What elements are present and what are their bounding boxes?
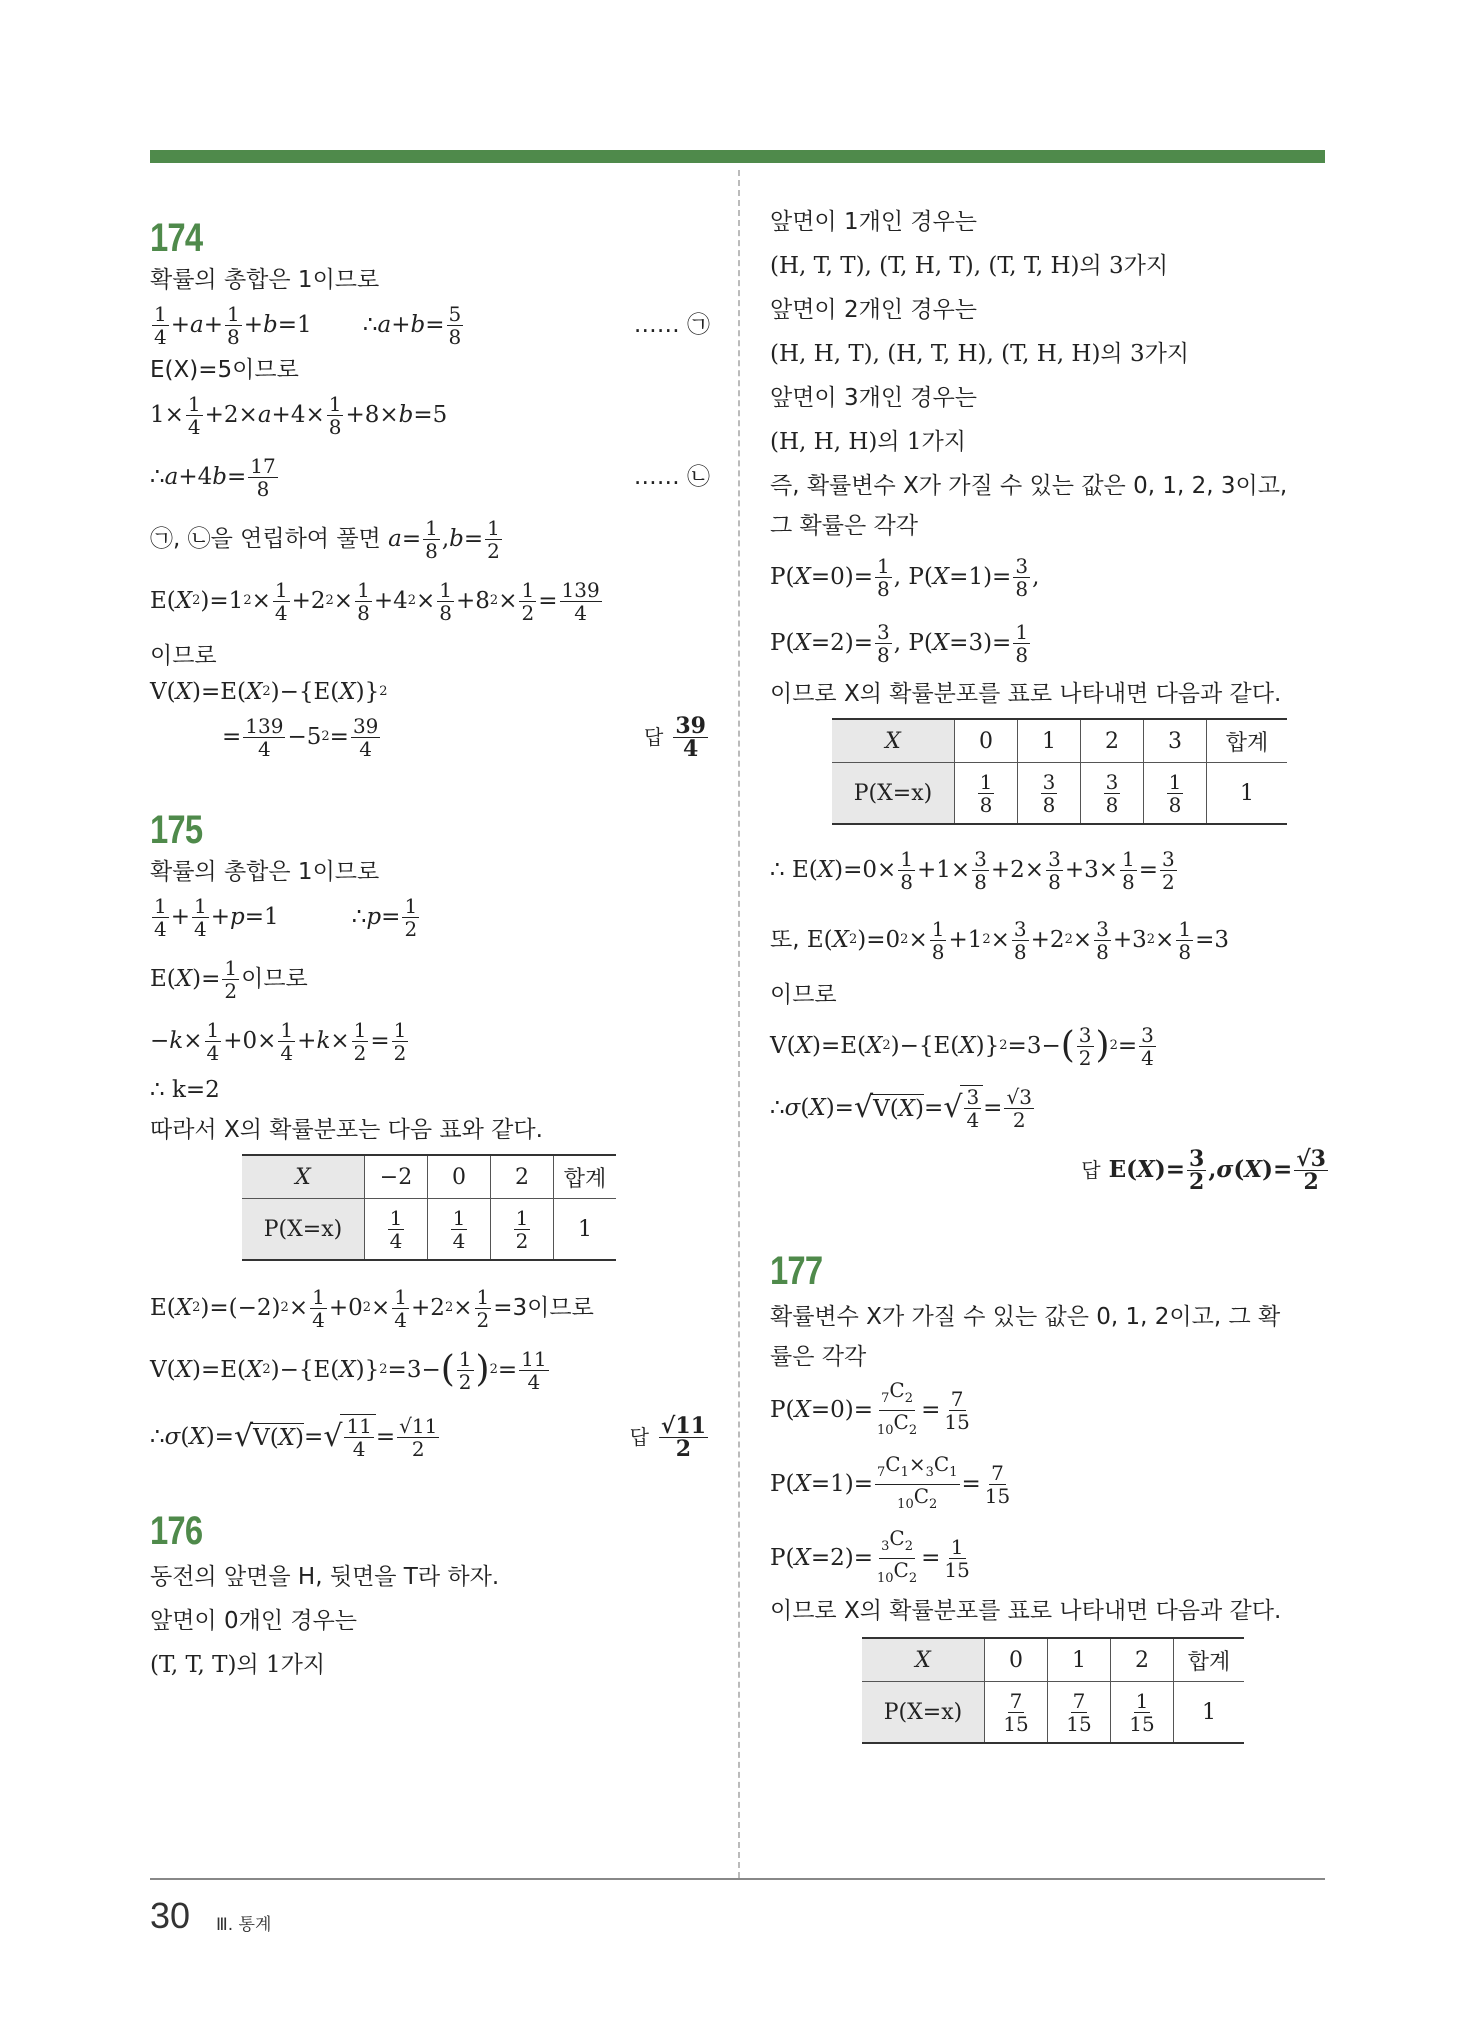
p174-line-6: ㉠, ㉡을 연립하여 풀면 a = $\frac{1}{8}$ , b = $\frac{1}{2}$: [150, 515, 500, 563]
p176-line-2: 앞면이 0개인 경우는: [150, 1608, 357, 1634]
p176-line-1: 동전의 앞면을 H, 뒷면을 T라 하자.: [150, 1564, 500, 1590]
p176-answer: 답 E( X )= $\frac{3}{2}$ , σ ( X )= $\frac{√3}{2}$: [1081, 1145, 1326, 1195]
p176-right-2: (H, T, T), (T, H, T), (T, T, H)의 3가지: [770, 253, 1169, 279]
p174-line-2: $\frac{1}{4}$ + a + $\frac{1}{8}$ + b =1 ∴ a + b = $\frac{5}{8}$ …… ㉠: [154, 301, 710, 349]
p175-line-2: $\frac{1}{4}$ + $\frac{1}{4}$ + p =1 ∴ p = $\frac{1}{2}$: [154, 893, 418, 941]
section-label: Ⅲ. 통계: [216, 1915, 272, 1935]
p177-line-4: P( X =1)= $\frac{_7C_1\times_3C_1}{_{10}C_2}$ = $\frac{7}{15}$: [770, 1451, 1011, 1512]
p175-table-wrap: [150, 1154, 710, 1261]
p176-right-15: V( X )=E( X 2 )−{E( X )} 2 =3− ( $\frac{3}{2}$ ) 2 = $\frac{3}{4}$: [770, 1022, 1154, 1070]
top-green-bar: [150, 150, 1325, 163]
p175-line-3: E( X )= $\frac{1}{2}$ 이므로: [150, 955, 308, 1003]
p174-line-8: 이므로: [150, 643, 217, 669]
p176-right-4: (H, H, T), (H, T, H), (T, H, H)의 3가지: [770, 341, 1190, 367]
p177-line-3: P( X =0)= $\frac{_7C_2}{_{10}C_2}$ = $\frac{7}{15}$: [770, 1377, 970, 1438]
p176-right-17: [770, 1139, 1330, 1201]
p176-table-wrap: [770, 718, 1330, 825]
p176-right-1: 앞면이 1개인 경우는: [770, 209, 977, 235]
p175-line-5: ∴ k=2: [150, 1077, 220, 1103]
p176-right-3: 앞면이 2개인 경우는: [770, 297, 977, 323]
p177-line-1: 확률변수 X가 가질 수 있는 값은 0, 1, 2이고, 그 확: [770, 1304, 1281, 1330]
p176-right-12: ∴ E( X )=0× $\frac{1}{8}$ +1× $\frac{3}{8}$ +2× $\frac{3}{8}$ +3× $\frac{1}{8}$ = $\frac{3}{2}$: [770, 846, 1175, 894]
p176-distribution-table: X 0 1 2 3 합계 P(X=x) $\frac{1}{8}$ $\frac{3}{8}$ $\frac{3}{8}$ $\frac{1}{8}$ 1: [832, 718, 1287, 825]
p177-line-2: 률은 각각: [770, 1344, 867, 1370]
problem-number-174: 174: [150, 216, 203, 260]
p175-line-8: V( X )=E( X 2 )−{E( X )} 2 =3− ( $\frac{1}{2}$ ) 2 = $\frac{11}{4}$: [150, 1346, 547, 1394]
column-divider: [738, 170, 740, 1878]
p176-right-6: (H, H, H)의 1가지: [770, 429, 966, 455]
p175-line-9: ∴ σ ( X )= √ V( X ) = √ $\frac{11}{4}$ = $\frac{√11}{2}$ 답 $\frac{√11}{2}$: [150, 1401, 710, 1473]
right-column: [770, 208, 1330, 1748]
p177-distribution-table: X 0 1 2 합계 P(X=x) $\frac{7}{15}$ $\frac{7}{15}$ $\frac{1}{15}$ 1: [862, 1637, 1244, 1744]
p177-line-6: 이므로 X의 확률분포를 표로 나타내면 다음과 같다.: [770, 1598, 1282, 1624]
p176-right-16: ∴ σ ( X )= √ V( X ) = √ $\frac{3}{4}$ = $\frac{√3}{2}$: [770, 1084, 1032, 1132]
p174-answer: 답 $\frac{39}{4}$: [644, 712, 706, 762]
p176-line-3: (T, T, T)의 1가지: [150, 1652, 326, 1678]
p176-right-11: 이므로 X의 확률분포를 표로 나타내면 다음과 같다.: [770, 681, 1282, 707]
p175-distribution-table: X −2 0 2 합계 P(X=x) $\frac{1}{4}$ $\frac{1}{4}$ $\frac{1}{2}$ 1: [242, 1154, 616, 1261]
p175-answer: 답 $\frac{√11}{2}$: [629, 1412, 706, 1462]
problem-number-175: 175: [150, 808, 203, 852]
page-number: 30: [150, 1895, 191, 1936]
p176-right-8: 그 확률은 각각: [770, 513, 918, 539]
p174-line-10: = $\frac{139}{4}$ −5 2 = $\frac{39}{4}$ 답 $\frac{39}{4}$: [150, 706, 710, 768]
p176-right-5: 앞면이 3개인 경우는: [770, 385, 977, 411]
p176-right-14: 이므로: [770, 982, 837, 1008]
p175-line-6: 따라서 X의 확률분포는 다음 표와 같다.: [150, 1117, 543, 1143]
left-column: [150, 200, 710, 1679]
mark-2: …… ㉡: [633, 464, 710, 490]
p174-line-4: 1× $\frac{1}{4}$ +2× a +4× $\frac{1}{8}$ +8× b =5: [150, 391, 448, 439]
p175-line-7: E( X 2 )=(−2) 2 × $\frac{1}{4}$ +0 2 × $\frac{1}{4}$ +2 2 × $\frac{1}{2}$ =3이므로: [150, 1284, 594, 1332]
p177-table-wrap: [770, 1637, 1330, 1744]
p175-line-1: 확률의 총합은 1이므로: [150, 859, 380, 885]
p174-line-5: ∴ a +4 b = $\frac{17}{8}$ …… ㉡: [150, 453, 710, 501]
p175-line-4: − k × $\frac{1}{4}$ +0× $\frac{1}{4}$ + k × $\frac{1}{2}$ = $\frac{1}{2}$: [150, 1017, 407, 1065]
problem-number-176: 176: [150, 1509, 203, 1553]
p176-right-7: 즉, 확률변수 X가 가질 수 있는 값은 0, 1, 2, 3이고,: [770, 473, 1288, 499]
p176-right-9: P( X =0)= $\frac{1}{8}$ , P( X =1)= $\frac{3}{8}$ ,: [770, 553, 1040, 601]
p176-right-13: 또, E( X 2 )=0 2 × $\frac{1}{8}$ +1 2 × $\frac{3}{8}$ +2 2 × $\frac{3}{8}$ +3 2 × $\frac{1}{8}$ =3: [770, 916, 1229, 964]
p174-line-9: V( X )=E( X 2 )−{E( X )} 2: [150, 679, 388, 705]
problem-number-177: 177: [770, 1249, 823, 1293]
mark-1: …… ㉠: [633, 312, 710, 338]
p177-line-5: P( X =2)= $\frac{_3C_2}{_{10}C_2}$ = $\frac{1}{15}$: [770, 1525, 970, 1586]
p176-right-10: P( X =2)= $\frac{3}{8}$ , P( X =3)= $\frac{1}{8}$: [770, 619, 1029, 667]
p174-line-3: E(X)=5이므로: [150, 357, 299, 383]
p174-line-7: E( X 2 )=1 2 × $\frac{1}{4}$ +2 2 × $\frac{1}{8}$ +4 2 × $\frac{1}{8}$ +8 2 × $\frac{1}{2}$ = $\frac{139}{4}$: [150, 577, 600, 625]
bottom-rule: [150, 1878, 1325, 1880]
p174-line-1: 확률의 총합은 1이므로: [150, 267, 380, 293]
